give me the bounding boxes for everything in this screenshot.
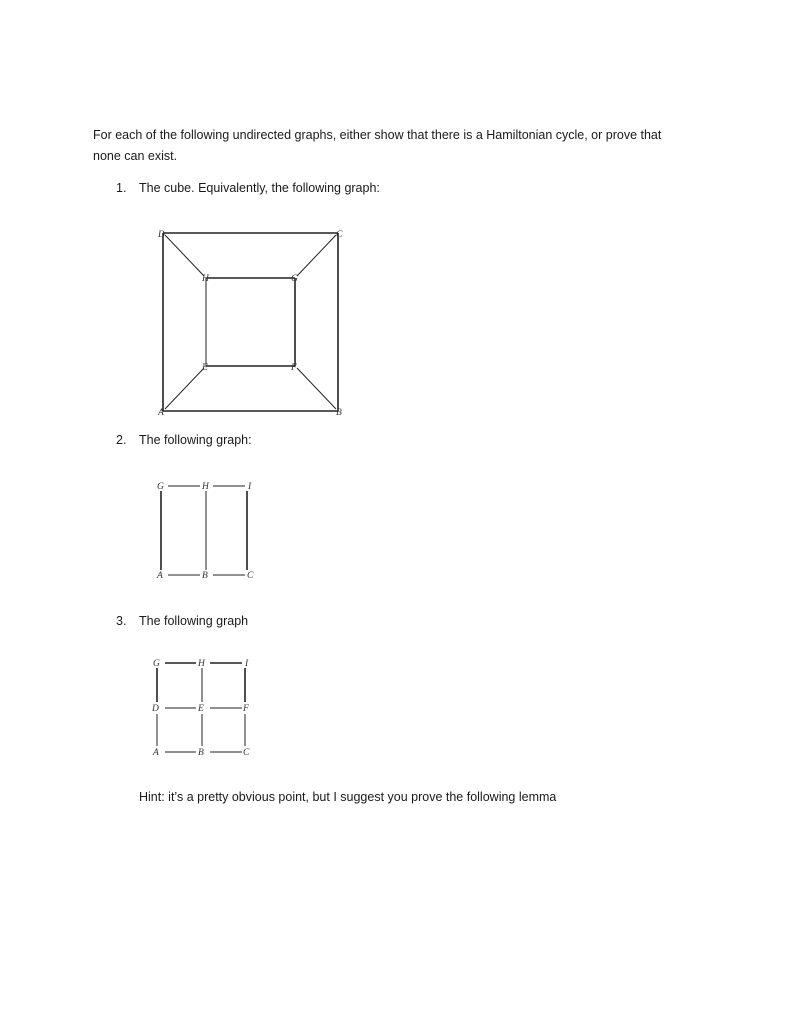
item-1-text: The cube. Equivalently, the following graph: (139, 181, 380, 195)
vertex-label-E: E (202, 363, 208, 373)
edge-D-H (165, 235, 204, 276)
vertex-label-F: F (291, 363, 297, 373)
edge-A-E (165, 368, 204, 409)
vertex-label-H: H (198, 659, 205, 669)
vertex-label-G: G (291, 274, 298, 284)
intro-line-2: none can exist. (93, 149, 178, 163)
vertex-label-G: G (157, 482, 164, 492)
vertex-label-I: I (245, 659, 249, 669)
vertex-label-A: A (157, 571, 163, 581)
vertex-label-C: C (336, 230, 343, 240)
vertex-label-B: B (202, 571, 208, 581)
edge-C-G (297, 235, 336, 276)
vertex-label-A: A (153, 748, 159, 758)
grid-graph (148, 655, 268, 760)
vertex-label-A: A (158, 408, 164, 418)
ladder-graph (150, 478, 270, 583)
vertex-label-H: H (202, 482, 209, 492)
item-2-number: 2. (116, 433, 127, 447)
vertex-label-H: H (202, 274, 209, 284)
cube-graph (150, 222, 360, 422)
vertex-label-D: D (158, 230, 165, 240)
vertex-label-E: E (198, 704, 204, 714)
vertex-label-I: I (248, 482, 252, 492)
vertex-label-C: C (247, 571, 254, 581)
intro-line-1: For each of the following undirected graphs, either show that there is a Hamiltonian cycle, or prove that (93, 128, 662, 142)
vertex-label-D: D (152, 704, 159, 714)
vertex-label-B: B (198, 748, 204, 758)
hint-text: Hint: it’s a pretty obvious point, but I suggest you prove the following lemma (139, 790, 557, 804)
item-3-number: 3. (116, 614, 127, 628)
item-2-text: The following graph: (139, 433, 252, 447)
vertex-label-G: G (153, 659, 160, 669)
vertex-label-C: C (243, 748, 250, 758)
vertex-label-F: F (243, 704, 249, 714)
item-3-text: The following graph (139, 614, 249, 628)
item-1-number: 1. (116, 181, 127, 195)
edge-B-F (297, 368, 336, 409)
vertex-label-B: B (336, 408, 342, 418)
